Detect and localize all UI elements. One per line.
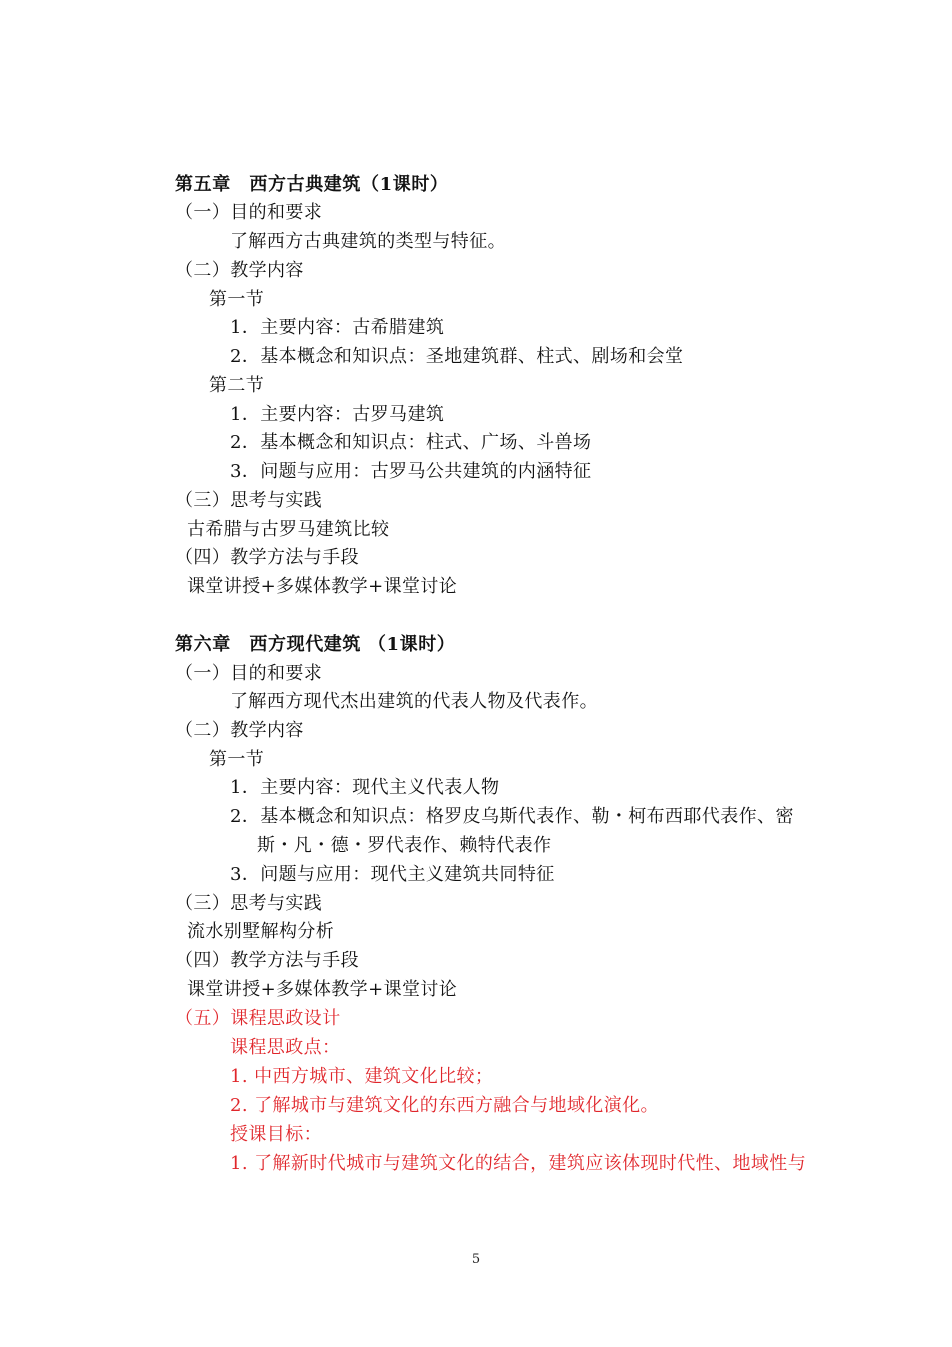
chapter-6-ideology-point-2: 2. 了解城市与建筑文化的东西方融合与地域化演化。 [230, 1095, 659, 1116]
chapter-5-method-header: （四）教学方法与手段 [175, 547, 359, 568]
chapter-5-content-header: （二）教学内容 [175, 260, 304, 281]
page-number: 5 [471, 1252, 481, 1267]
chapter-5-section-1-label: 第一节 [209, 289, 265, 310]
chapter-5-section-2-label: 第二节 [209, 375, 265, 396]
chapter-5-practice-text: 古希腊与古罗马建筑比较 [187, 519, 390, 540]
chapter-6-section-1-item-2-line-1: 2．基本概念和知识点：格罗皮乌斯代表作、勒・柯布西耶代表作、密 [230, 806, 794, 827]
chapter-5-section-2-item-1: 1．主要内容：古罗马建筑 [230, 404, 445, 425]
chapter-6-content-header: （二）教学内容 [175, 720, 304, 741]
chapter-6-method-header: （四）教学方法与手段 [175, 950, 359, 971]
chapter-5-objectives-header: （一）目的和要求 [175, 202, 323, 223]
chapter-5-title: 第五章 西方古典建筑（1课时） [175, 174, 449, 195]
chapter-6-section-1-item-2-line-2: 斯・凡・德・罗代表作、赖特代表作 [257, 835, 552, 856]
chapter-6-teaching-goal-1: 1. 了解新时代城市与建筑文化的结合，建筑应该体现时代性、地域性与 [230, 1153, 807, 1174]
chapter-5-practice-header: （三）思考与实践 [175, 490, 323, 511]
chapter-5-section-2-item-2: 2．基本概念和知识点：柱式、广场、斗兽场 [230, 432, 592, 453]
chapter-6-method-text: 课堂讲授+多媒体教学+课堂讨论 [187, 979, 458, 1000]
chapter-6-ideology-header: （五）课程思政设计 [175, 1008, 341, 1029]
chapter-6-practice-text: 流水别墅解构分析 [187, 921, 335, 942]
chapter-6-section-1-item-3: 3．问题与应用：现代主义建筑共同特征 [230, 864, 555, 885]
chapter-5-section-1-item-1: 1．主要内容：古希腊建筑 [230, 317, 445, 338]
chapter-6-objectives-text: 了解西方现代杰出建筑的代表人物及代表作。 [230, 691, 598, 712]
chapter-6-title: 第六章 西方现代建筑 （1课时） [175, 634, 456, 655]
chapter-6-section-1-item-1: 1．主要内容：现代主义代表人物 [230, 777, 500, 798]
chapter-6-ideology-point-1: 1. 中西方城市、建筑文化比较； [230, 1066, 494, 1087]
chapter-6-objectives-header: （一）目的和要求 [175, 663, 323, 684]
chapter-5-section-2-item-3: 3．问题与应用：古罗马公共建筑的内涵特征 [230, 461, 592, 482]
chapter-6-section-1-label: 第一节 [209, 749, 265, 770]
chapter-6-teaching-goal-label: 授课目标： [230, 1124, 322, 1145]
chapter-5-objectives-text: 了解西方古典建筑的类型与特征。 [230, 231, 506, 252]
chapter-6-ideology-points-label: 课程思政点： [230, 1037, 341, 1058]
chapter-5-method-text: 课堂讲授+多媒体教学+课堂讨论 [187, 576, 458, 597]
chapter-5-section-1-item-2: 2．基本概念和知识点：圣地建筑群、柱式、剧场和会堂 [230, 346, 684, 367]
chapter-6-practice-header: （三）思考与实践 [175, 893, 323, 914]
